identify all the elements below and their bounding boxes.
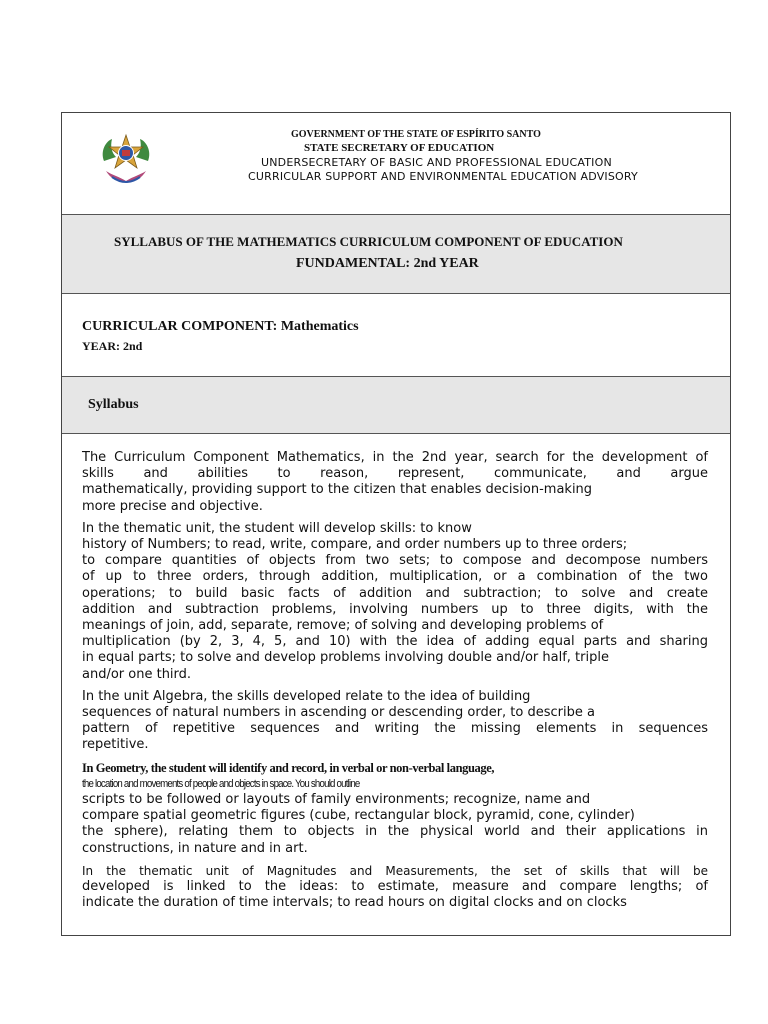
text-line: repetitive. [82, 737, 149, 753]
text-line: In the thematic unit of Magnitudes and Measurements, the set of skills that will be [82, 863, 708, 878]
year-label: YEAR: 2nd [82, 339, 143, 353]
advisory-line: CURRICULAR SUPPORT AND ENVIRONMENTAL EDUCATION ADVISORY [248, 170, 638, 183]
text-line: addition and subtraction problems, involving numbers up to three digits, with the [82, 601, 708, 617]
text-line: In the unit Algebra, the skills developed relate to the idea of building [82, 688, 531, 704]
text-line: multiplication (by 2, 3, 4, 5, and 10) with the idea of adding equal parts and sharing [82, 634, 708, 650]
document-title: SYLLABUS OF THE MATHEMATICS CURRICULUM COMPONENT OF EDUCATION [114, 234, 623, 249]
text-line: compare spatial geometric figures (cube, rectangular block, pyramid, cone, cylinder) [82, 808, 635, 824]
syllabus-body [62, 434, 730, 935]
government-line: GOVERNMENT OF THE STATE OF ESPÍRITO SANTO [291, 129, 541, 140]
text-line: The Curriculum Component Mathematics, in the 2nd year, search for the development of [82, 450, 708, 465]
text-line: mathematically, providing support to the citizen that enables decision-making [82, 482, 593, 498]
undersecretary-line: UNDERSECRETARY OF BASIC AND PROFESSIONAL EDUCATION [261, 156, 612, 169]
text-line: In Geometry, the student will identify and record, in verbal or non-verbal language, [82, 760, 495, 775]
text-line: history of Numbers; to read, write, compare, and order numbers up to three orders; [82, 537, 628, 553]
text-line: indicate the duration of time intervals; to read hours on digital clocks and on clocks [82, 895, 627, 911]
syllabus-heading: Syllabus [88, 397, 139, 412]
text-line: sequences of natural numbers in ascending or descending order, to describe a [82, 705, 595, 721]
text-line: In the thematic unit, the student will develop skills: to know [82, 520, 472, 536]
text-line: the location and movements of people and objects in space. You should outline [82, 777, 360, 790]
text-line: operations; to build basic facts of addition and subtraction; to solve and create [82, 585, 708, 601]
paragraph-algebra [82, 689, 708, 754]
curricular-component-label: CURRICULAR COMPONENT: Mathematics [82, 319, 359, 334]
paragraph-intro [82, 450, 708, 515]
paragraph-measurements [82, 863, 708, 912]
text-line: scripts to be followed or layouts of family environments; recognize, name and [82, 792, 591, 808]
component-info [62, 294, 730, 377]
text-line: skills and abilities to reason, represent, communicate, and argue [82, 466, 708, 482]
text-line: of up to three orders, through addition, multiplication, or a combination of the two [82, 569, 708, 585]
text-line: pattern of repetitive sequences and writing the missing elements in sequences [82, 721, 708, 737]
text-line: more precise and objective. [82, 498, 263, 514]
text-line: meanings of join, add, separate, remove; of solving and developing problems of [82, 618, 604, 634]
text-line: constructions, in nature and in art. [82, 840, 308, 856]
text-line: developed is linked to the ideas: to estimate, measure and compare lengths; of [82, 879, 708, 895]
document-title-block [62, 215, 730, 294]
text-line: the sphere), relating them to objects in the physical world and their applications in [82, 824, 708, 840]
document-header [62, 113, 730, 215]
state-coat-of-arms-icon [98, 131, 154, 187]
syllabus-heading-row [62, 377, 730, 434]
paragraph-geometry [82, 760, 708, 857]
document-subtitle: FUNDAMENTAL: 2nd YEAR [296, 256, 479, 271]
text-line: and/or one third. [82, 666, 192, 682]
text-line: to compare quantities of objects from two sets; to compose and decompose numbers [82, 553, 708, 569]
paragraph-numbers [82, 521, 708, 683]
secretary-line: STATE SECRETARY OF EDUCATION [304, 142, 495, 154]
syllabus-document [61, 112, 731, 936]
text-line: in equal parts; to solve and develop problems involving double and/or half, triple [82, 650, 609, 666]
